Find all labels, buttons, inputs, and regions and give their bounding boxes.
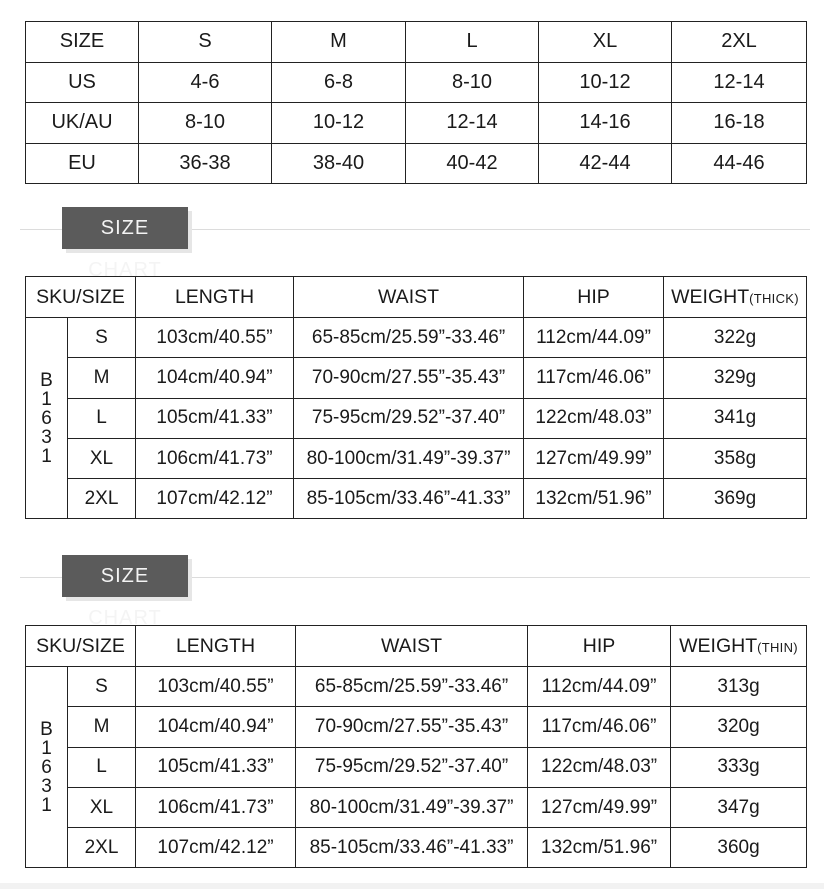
length-cell: 106cm/41.73” bbox=[136, 787, 296, 827]
table-row bbox=[26, 707, 807, 747]
waist-header: WAIST bbox=[296, 626, 528, 667]
hip-cell: 112cm/44.09” bbox=[528, 667, 671, 707]
weight-cell: 313g bbox=[671, 667, 807, 707]
length-cell: 104cm/40.94” bbox=[136, 707, 296, 747]
weight-cell: 322g bbox=[664, 318, 807, 358]
sku-code bbox=[26, 667, 68, 868]
table-cell: 10-12 bbox=[539, 62, 672, 103]
hip-header: HIP bbox=[524, 277, 664, 318]
table-row bbox=[26, 103, 807, 144]
length-cell: 104cm/40.94” bbox=[136, 358, 294, 398]
length-cell: 105cm/41.33” bbox=[136, 398, 294, 438]
header-cell: M bbox=[272, 22, 406, 63]
length-cell: 107cm/42.12” bbox=[136, 479, 294, 519]
size-cell: M bbox=[68, 358, 136, 398]
table-cell: 38-40 bbox=[272, 143, 406, 184]
hip-header: HIP bbox=[528, 626, 671, 667]
hip-cell: 132cm/51.96” bbox=[528, 828, 671, 868]
header-cell: SIZE bbox=[26, 22, 139, 63]
table-row bbox=[26, 318, 807, 358]
table-cell: 6-8 bbox=[272, 62, 406, 103]
table-cell: 36-38 bbox=[139, 143, 272, 184]
region-label: UK/AU bbox=[26, 103, 139, 144]
size-chart-label: SIZE CHART bbox=[62, 555, 188, 597]
waist-cell: 75-95cm/29.52”-37.40” bbox=[296, 747, 528, 787]
table-row bbox=[26, 358, 807, 398]
table-row bbox=[26, 479, 807, 519]
waist-cell: 85-105cm/33.46”-41.33” bbox=[294, 479, 524, 519]
sku-size-header: SKU/SIZE bbox=[26, 626, 136, 667]
table-cell: 10-12 bbox=[272, 103, 406, 144]
size-cell: M bbox=[68, 707, 136, 747]
weight-note: (THICK) bbox=[749, 290, 799, 306]
table-row bbox=[26, 143, 807, 184]
table-row bbox=[26, 62, 807, 103]
waist-cell: 75-95cm/29.52”-37.40” bbox=[294, 398, 524, 438]
table-cell: 12-14 bbox=[672, 62, 807, 103]
hip-cell: 117cm/46.06” bbox=[528, 707, 671, 747]
size-chart-label: SIZE CHART bbox=[62, 207, 188, 249]
chart-header-row bbox=[26, 626, 807, 667]
weight-note: (THIN) bbox=[757, 639, 798, 655]
header-cell: L bbox=[406, 22, 539, 63]
hip-cell: 122cm/48.03” bbox=[524, 398, 664, 438]
weight-cell: 341g bbox=[664, 398, 807, 438]
size-cell: XL bbox=[68, 787, 136, 827]
table-cell: 40-42 bbox=[406, 143, 539, 184]
table-row bbox=[26, 398, 807, 438]
waist-cell: 80-100cm/31.49”-39.37” bbox=[296, 787, 528, 827]
table-cell: 8-10 bbox=[139, 103, 272, 144]
size-chart-heading bbox=[20, 203, 810, 281]
weight-cell: 358g bbox=[664, 438, 807, 478]
length-cell: 107cm/42.12” bbox=[136, 828, 296, 868]
size-cell: 2XL bbox=[68, 479, 136, 519]
weight-cell: 369g bbox=[664, 479, 807, 519]
waist-cell: 80-100cm/31.49”-39.37” bbox=[294, 438, 524, 478]
hip-cell: 127cm/49.99” bbox=[524, 438, 664, 478]
sku-code bbox=[26, 318, 68, 519]
table-row bbox=[26, 438, 807, 478]
size-conversion-table bbox=[25, 21, 807, 184]
weight-header bbox=[664, 277, 807, 318]
size-cell: XL bbox=[68, 438, 136, 478]
weight-label: WEIGHT bbox=[679, 634, 758, 657]
table-cell: 16-18 bbox=[672, 103, 807, 144]
waist-cell: 85-105cm/33.46”-41.33” bbox=[296, 828, 528, 868]
sku-size-header: SKU/SIZE bbox=[26, 277, 136, 318]
length-header: LENGTH bbox=[136, 277, 294, 318]
table-row bbox=[26, 667, 807, 707]
size-cell: S bbox=[68, 667, 136, 707]
header-cell: S bbox=[139, 22, 272, 63]
region-label: US bbox=[26, 62, 139, 103]
table-row bbox=[26, 787, 807, 827]
size-cell: L bbox=[68, 747, 136, 787]
table-cell: 14-16 bbox=[539, 103, 672, 144]
size-cell: L bbox=[68, 398, 136, 438]
weight-cell: 329g bbox=[664, 358, 807, 398]
conversion-header-row bbox=[26, 22, 807, 63]
length-cell: 103cm/40.55” bbox=[136, 667, 296, 707]
size-cell: S bbox=[68, 318, 136, 358]
chart-header-row bbox=[26, 277, 807, 318]
header-cell: XL bbox=[539, 22, 672, 63]
hip-cell: 127cm/49.99” bbox=[528, 787, 671, 827]
size-chart-thin-table bbox=[25, 625, 807, 868]
table-cell: 4-6 bbox=[139, 62, 272, 103]
length-cell: 103cm/40.55” bbox=[136, 318, 294, 358]
waist-header: WAIST bbox=[294, 277, 524, 318]
hip-cell: 132cm/51.96” bbox=[524, 479, 664, 519]
weight-cell: 333g bbox=[671, 747, 807, 787]
header-cell: 2XL bbox=[672, 22, 807, 63]
size-chart-heading bbox=[20, 551, 810, 629]
table-cell: 8-10 bbox=[406, 62, 539, 103]
table-row bbox=[26, 747, 807, 787]
weight-cell: 347g bbox=[671, 787, 807, 827]
table-cell: 44-46 bbox=[672, 143, 807, 184]
weight-cell: 320g bbox=[671, 707, 807, 747]
weight-header bbox=[671, 626, 807, 667]
waist-cell: 70-90cm/27.55”-35.43” bbox=[296, 707, 528, 747]
hip-cell: 117cm/46.06” bbox=[524, 358, 664, 398]
sku-code-text: B1631 bbox=[40, 718, 53, 816]
size-chart-thick-table bbox=[25, 276, 807, 519]
footer-strip bbox=[0, 883, 824, 889]
hip-cell: 112cm/44.09” bbox=[524, 318, 664, 358]
size-cell: 2XL bbox=[68, 828, 136, 868]
sku-code-text: B1631 bbox=[40, 369, 53, 467]
waist-cell: 65-85cm/25.59”-33.46” bbox=[294, 318, 524, 358]
table-cell: 12-14 bbox=[406, 103, 539, 144]
table-cell: 42-44 bbox=[539, 143, 672, 184]
weight-label: WEIGHT bbox=[671, 285, 750, 308]
region-label: EU bbox=[26, 143, 139, 184]
hip-cell: 122cm/48.03” bbox=[528, 747, 671, 787]
length-header: LENGTH bbox=[136, 626, 296, 667]
length-cell: 105cm/41.33” bbox=[136, 747, 296, 787]
table-row bbox=[26, 828, 807, 868]
weight-cell: 360g bbox=[671, 828, 807, 868]
waist-cell: 70-90cm/27.55”-35.43” bbox=[294, 358, 524, 398]
length-cell: 106cm/41.73” bbox=[136, 438, 294, 478]
waist-cell: 65-85cm/25.59”-33.46” bbox=[296, 667, 528, 707]
